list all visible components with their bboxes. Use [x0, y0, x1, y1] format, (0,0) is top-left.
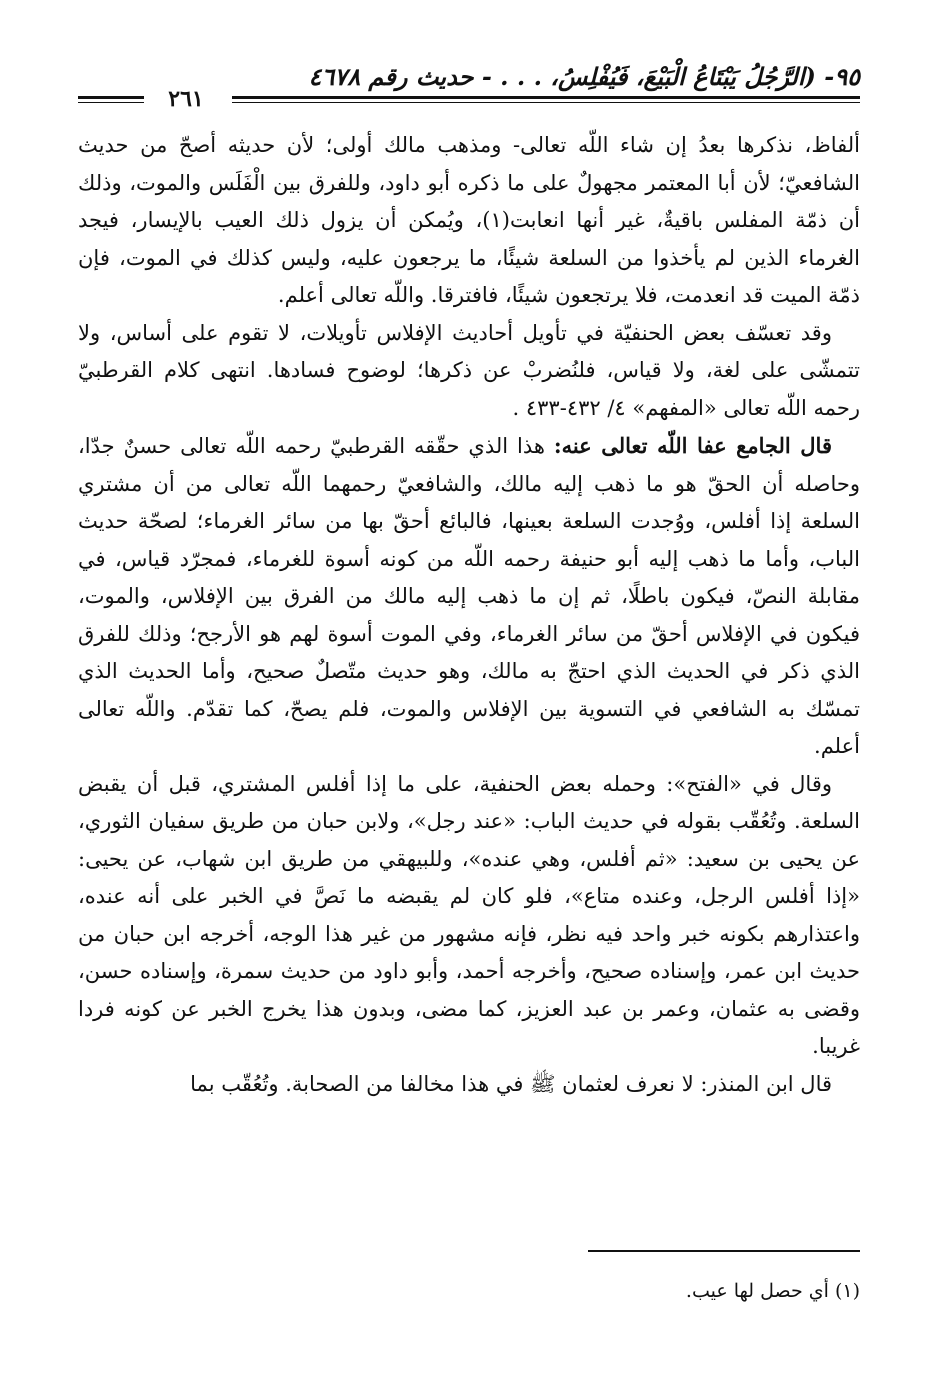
running-head [78, 62, 860, 122]
chapter-title: ٩٥- (الرَّجُلُ يَبْتَاعُ الْبَيْعَ، فَيُفْلِسُ، . . . - حديث رقم ٤٦٧٨ [308, 62, 860, 91]
paragraph-5: قال ابن المنذر: لا نعرف لعثمان ﷺ في هذا مخالفا من الصحابة. وتُعُقّب بما [190, 1071, 832, 1096]
header-rule [232, 96, 860, 103]
paragraph-4: وقال في «الفتح»: وحمله بعض الحنفية، على ما إذا أفلس المشتري، قبل أن يقبض السلعة. وتُعُقّب بقوله في حديث الباب: «عند رجل»، ولابن حبان من طريق سفيان الثوري، عن يحيى بن سعيد: «ثم أفلس، وهي عنده»، وللبيهقي من طريق ابن شهاب، عن يحيى: «إذا أفلس الرجل، وعنده متاع»، فلو كان لم يقبضه ما نَصَّ في الخبر على أنه عنده، واعتذارهم بكونه خبر واحد فيه نظر، فإنه مشهور من غير هذا الوجه، أخرجه ابن حبان من حديث ابن عمر، وإسناده صحيح، وأخرجه أحمد، وأبو داود من حديث سمرة، وإسناده حسن، وقضى به عثمان، وعمر بن عبد العزيز، كما مضى، وبدون هذا يخرج الخبر عن كونه فردا غريبا. [78, 771, 860, 1058]
paragraph-3-text: هذا الذي حقّقه القرطبيّ رحمه اللّه تعالى حسنٌ جدّا، وحاصله أن الحقّ هو ما ذهب إليه مالك، والشافعيّ رحمهما اللّه تعالى من أن مشتري السلعة إذا أفلس، ووُجدت السلعة بعينها، فالبائع أحقّ بها من سائر الغرماء؛ لصحّة حديث الباب، وأما ما ذهب إليه أبو حنيفة رحمه اللّه من كونه أسوة للغرماء، فمجرّد قياس، في مقابلة النصّ، فيكون باطلًا، ثم إن ما ذهب إليه مالك من الفرق بين الإفلاس، والموت، فيكون في الإفلاس أحقّ من سائر الغرماء، وفي الموت أسوة لهم هو الأرجح؛ وذلك للفرق الذي ذكر في الحديث الذي احتجّ به مالك، وهو حديث متّصلٌ صحيح، وأما الحديث الذي تمسّك به الشافعي في التسوية بين الإفلاس والموت، فلم يصحّ، كما تقدّم. واللّه تعالى أعلم. [78, 434, 860, 758]
header-rule-short [78, 96, 144, 103]
footnote-rule [588, 1250, 860, 1252]
paragraph-1: ألفاظ، نذكرها بعدُ إن شاء اللّه تعالى- ومذهب مالك أولى؛ لأن حديثه أصحّ من حديث الشافعيّ؛ لأن أبا المعتمر مجهولٌ على ما ذكره أبو داود، وللفرق بين الْفَلَس والموت، وذلك أن ذمّة المفلس باقيةٌ، غير أنها انعابت(١)، ويُمكن أن يزول ذلك العيب بالإيسار، فيجد الغرماء الذين لم يأخذوا من السلعة شيئًا، ما يرجعون عليه، وليس كذلك في الموت، فإن ذمّة الميت قد انعدمت، فلا يرتجعون شيئًا، فافترقا. واللّه تعالى أعلم. [78, 133, 860, 307]
body-text [78, 127, 860, 1103]
page-number: ٢٦١ [168, 86, 204, 112]
paragraph-3 [78, 427, 860, 766]
paragraph-2: وقد تعسّف بعض الحنفيّة في تأويل أحاديث الإفلاس تأويلات، لا تقوم على أساس، ولا تتمشّى على لغة، ولا قياس، فلنُضربْ عن ذكرها؛ لوضوح فسادها. انتهى كلام القرطبيّ رحمه اللّه تعالى «المفهم» ٤/ ٤٣٢-٤٣٣ . [78, 320, 860, 420]
compiler-lead: قال الجامع عفا اللّه تعالى عنه: [553, 433, 832, 458]
footnote: (١) أي حصل لها عيب. [685, 1280, 860, 1302]
